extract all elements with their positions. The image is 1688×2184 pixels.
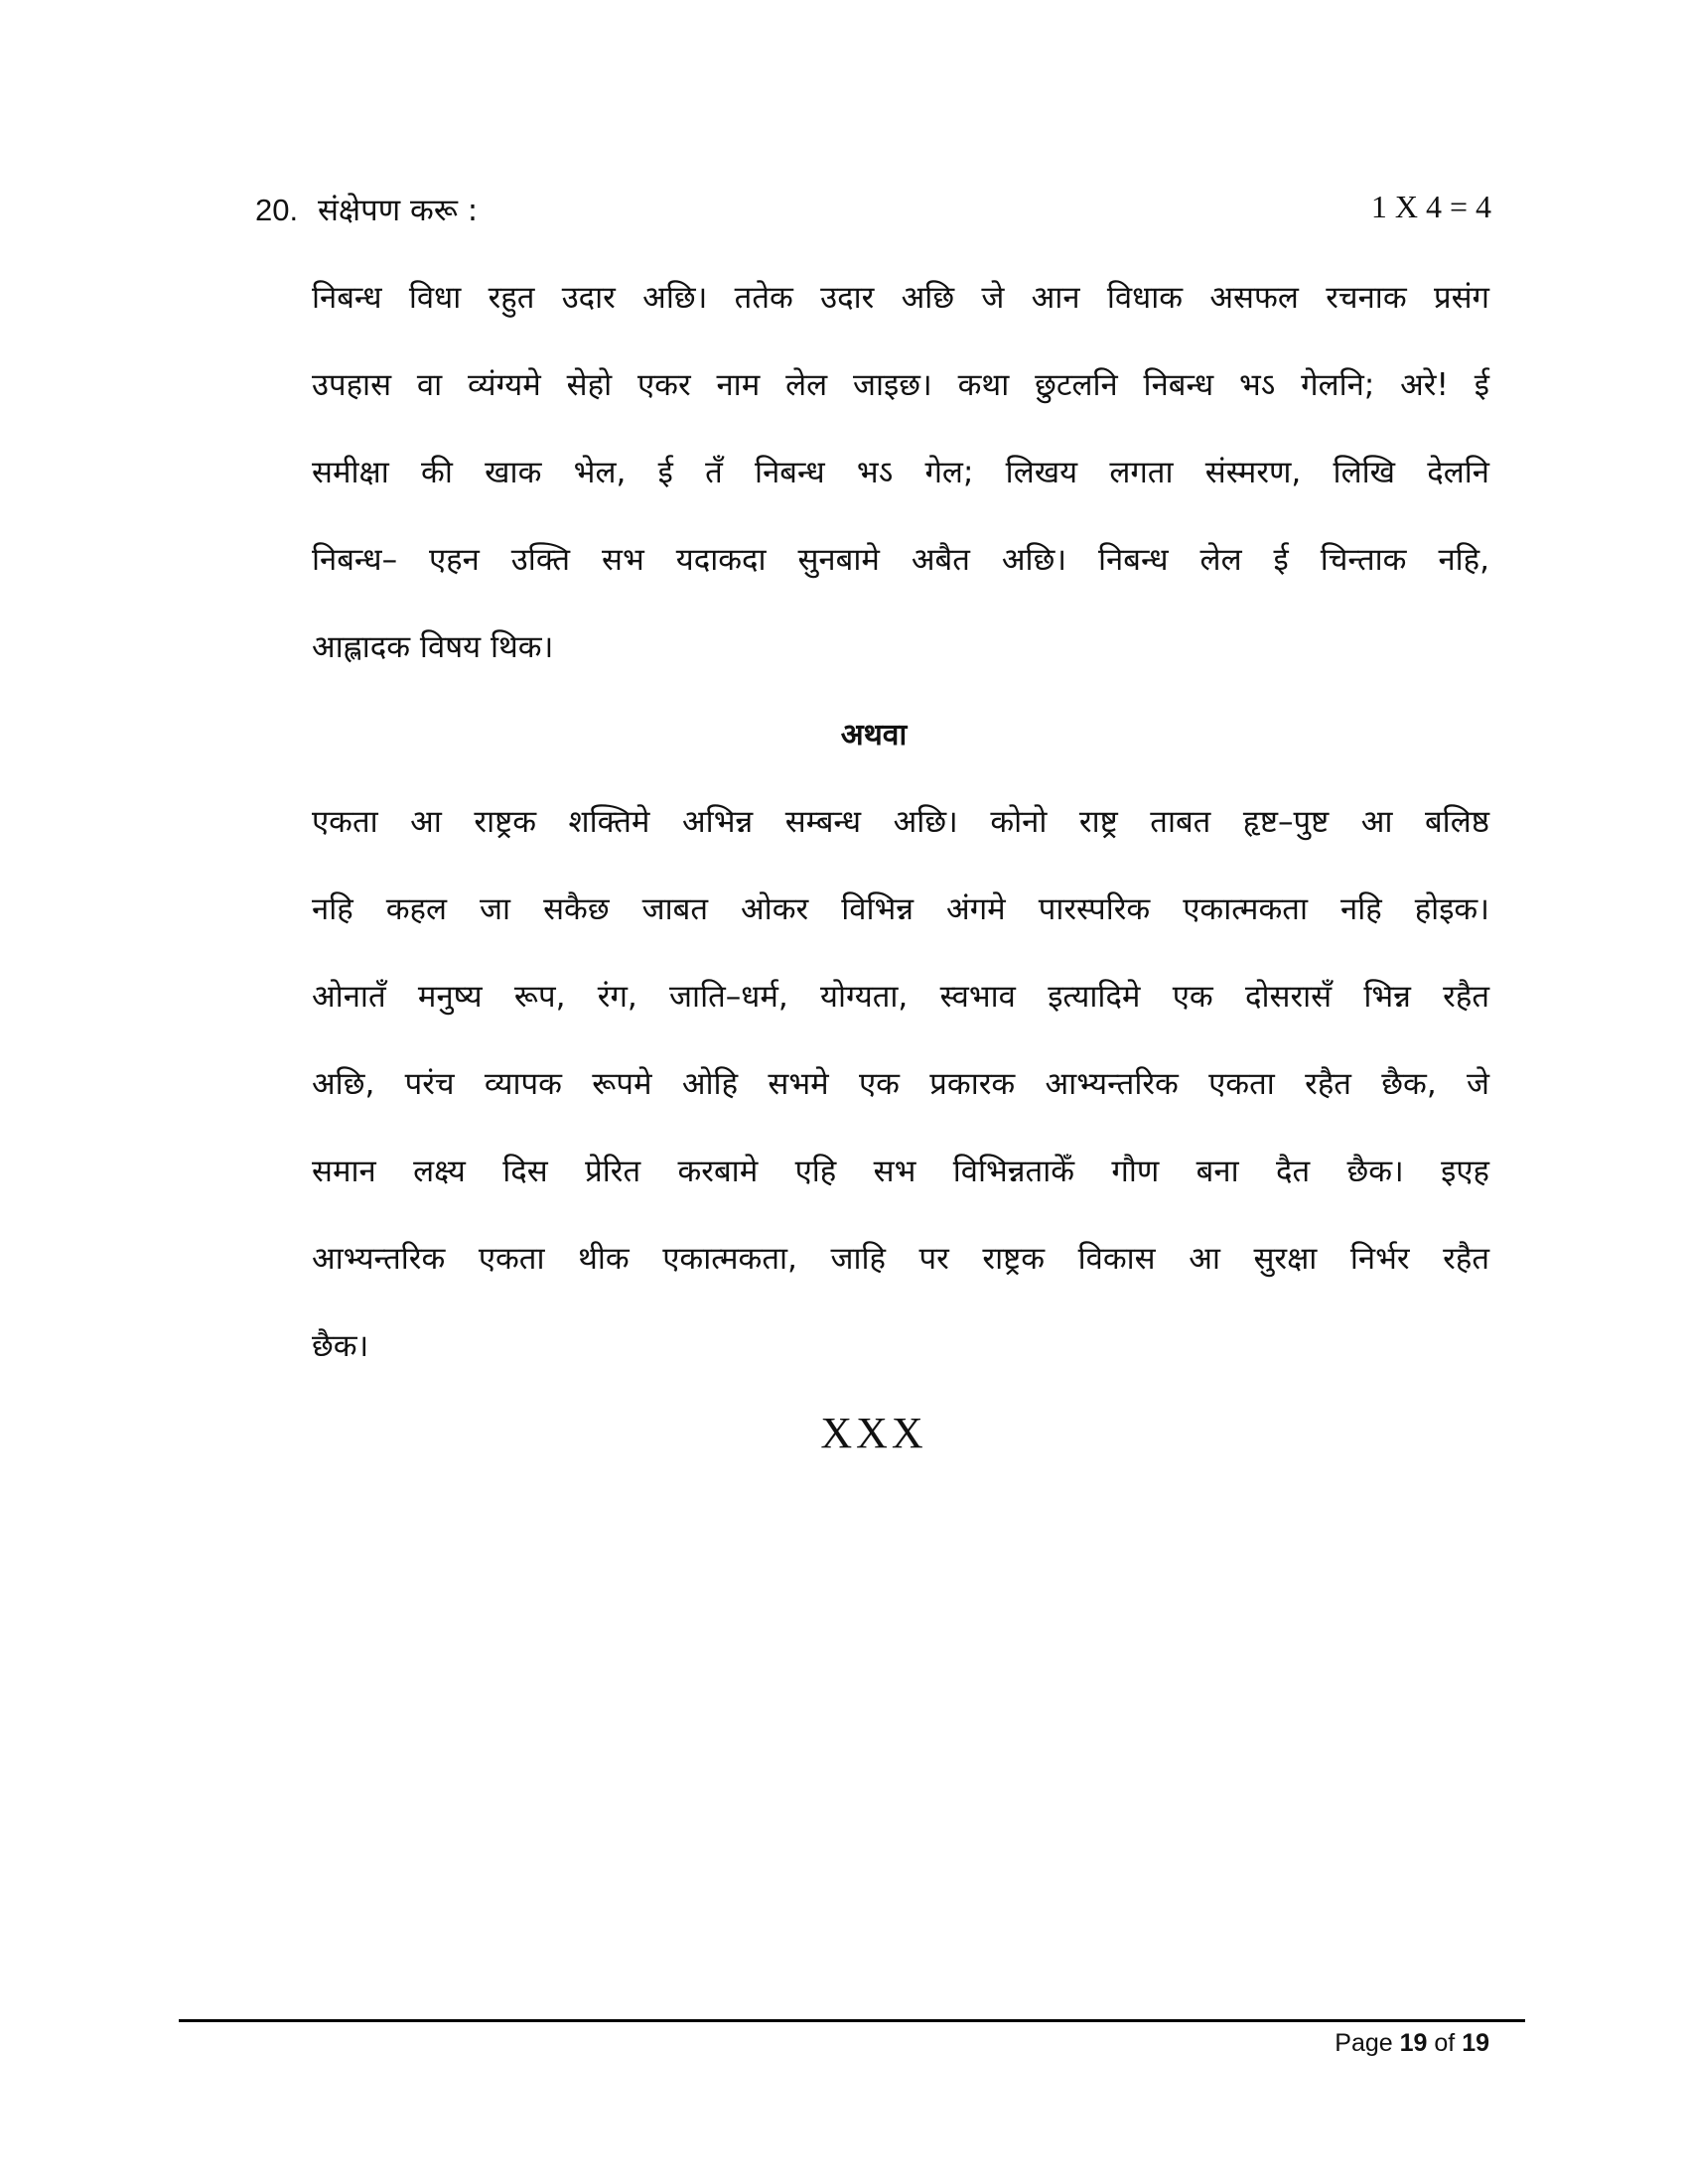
passage-line: उपहास वा व्यंग्यमे सेहो एकर नाम लेल जाइछ। कथा छुटलनि निबन्ध भऽ गेलनि; अरे! ई <box>312 367 1489 403</box>
passage-line: ओनातँ मनुष्य रूप, रंग, जाति–धर्म, योग्यता, स्वभाव इत्यादिमे एक दोसरासँ भिन्न रहैत <box>312 979 1489 1015</box>
question-number: 20. <box>255 193 299 227</box>
passage-line: आभ्यन्तरिक एकता थीक एकात्मकता, जाहि पर राष्ट्रक विकास आ सुरक्षा निर्भर रहैत <box>312 1241 1489 1277</box>
passage-line: एकता आ राष्ट्रक शक्तिमे अभिन्न सम्बन्ध अछि। कोनो राष्ट्र ताबत हृष्ट–पुष्ट आ बलिष्ठ <box>312 804 1489 840</box>
passage-line: समान लक्ष्य दिस प्रेरित करबामे एहि सभ विभिन्नताकेँ गौण बना दैत छैक। इएह <box>312 1154 1489 1189</box>
total-pages: 19 <box>1462 2029 1489 2057</box>
of-word: of <box>1434 2029 1456 2057</box>
passage-line: आह्लादक विषय थिक। <box>312 629 554 665</box>
passage-line: निबन्ध विधा रहुत उदार अछि। ततेक उदार अछि जे आन विधाक असफल रचनाक प्रसंग <box>312 280 1489 316</box>
page-number <box>1335 2029 1489 2058</box>
passage-1 <box>312 276 1489 713</box>
question-instruction: संक्षेपण करू : <box>317 193 479 228</box>
current-page: 19 <box>1399 2029 1428 2057</box>
passage-line: निबन्ध– एहन उक्ति सभ यदाकदा सुनबामे अबैत अछि। निबन्ध लेल ई चिन्ताक नहि, <box>312 542 1489 578</box>
passage-line: छैक। <box>312 1328 369 1364</box>
passage-line: समीक्षा की खाक भेल, ई तँ निबन्ध भऽ गेल; लिखय लगता संस्मरण, लिखि देलनि <box>312 455 1489 490</box>
or-label: अथवा <box>840 718 908 752</box>
question-heading <box>255 189 478 230</box>
end-mark: XXX <box>820 1409 927 1457</box>
question-marks: 1 X 4 = 4 <box>1370 189 1491 224</box>
passage-2 <box>312 800 1489 1412</box>
passage-line: अछि, परंच व्यापक रूपमे ओहि सभमे एक प्रकारक आभ्यन्तरिक एकता रहैत छैक, जे <box>312 1066 1489 1102</box>
page-word: Page <box>1335 2029 1393 2057</box>
footer-divider <box>179 2019 1525 2022</box>
passage-line: नहि कहल जा सकैछ जाबत ओकर विभिन्न अंगमे पारस्परिक एकात्मकता नहि होइक। <box>312 891 1489 927</box>
